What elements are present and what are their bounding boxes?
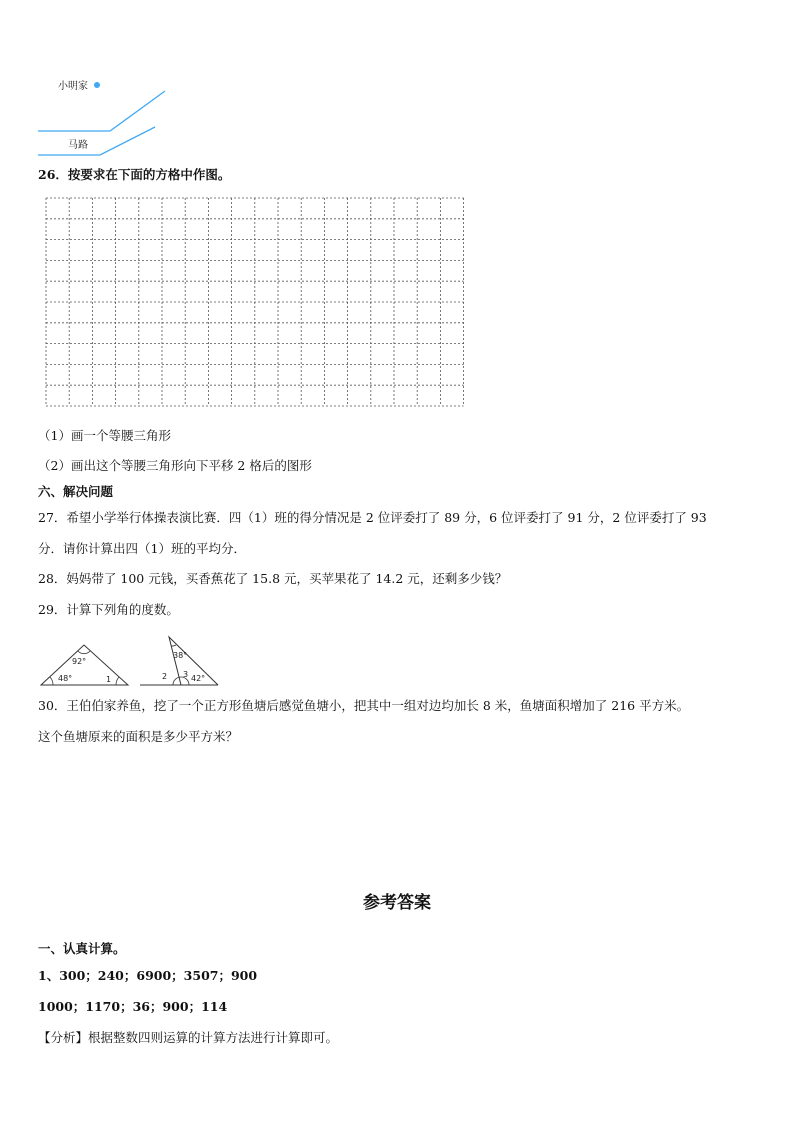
q28-text: 28．妈妈带了 100 元钱，买香蕉花了 15.8 元，买苹果花了 14.2 元，还剩多少钱？ [38, 571, 508, 586]
q30-line2: 这个鱼塘原来的面积是多少平方米？ [38, 729, 239, 744]
triangle-two-top-arc [171, 645, 176, 646]
triangle-one-top-angle: 92° [72, 657, 87, 666]
answers-analysis: 【分析】根据整数四则运算的计算方法进行计算即可。 [38, 1030, 339, 1045]
q26-sub2: （2）画出这个等腰三角形向下平移 2 格后的图形 [38, 458, 312, 473]
answers-section-one: 一、认真计算。 [38, 941, 126, 956]
triangle-two-angle-3: 3 [183, 670, 189, 679]
triangle-figures [38, 630, 228, 690]
q30-line1: 30．王伯伯家养鱼，挖了一个正方形鱼塘后感觉鱼塘小，把其中一组对边均加长 8 米，鱼塘面积增加了 216 平方米。 [38, 698, 690, 713]
q27-line2: 分．请你计算出四（1）班的平均分． [38, 541, 246, 556]
home-dot [94, 82, 100, 88]
home-label: 小明家 [58, 81, 88, 92]
section-six-heading: 六、解决问题 [38, 484, 114, 499]
road-edge-upper [38, 91, 165, 131]
map-figure [30, 70, 180, 160]
triangle-one-right-arc [116, 677, 119, 685]
q26-title: 26．按要求在下面的方格中作图。 [38, 167, 231, 182]
triangle-two-right-angle: 42° [191, 674, 206, 683]
triangle-one-left-arc [50, 677, 53, 685]
triangle-one-right-angle: 1 [106, 675, 112, 684]
triangle-two-top-angle: 38° [173, 651, 188, 660]
answers-row-1: 1、300；240；6900；3507；900 [38, 968, 258, 983]
answers-title: 参考答案 [363, 893, 431, 913]
drawing-grid[interactable] [40, 192, 470, 414]
q29-text: 29．计算下列角的度数。 [38, 602, 179, 617]
triangle-one-left-angle: 48° [58, 674, 73, 683]
q27-line1: 27．希望小学举行体操表演比赛．四（1）班的得分情况是 2 位评委打了 89 分，6 位评委打了 91 分，2 位评委打了 93 [38, 510, 707, 525]
triangle-one-top-arc [78, 651, 90, 654]
triangle-two-angle-2: 2 [162, 672, 168, 681]
road-label: 马路 [68, 140, 88, 151]
answers-row-2: 1000；1170；36；900；114 [38, 999, 228, 1014]
q26-sub1: （1）画一个等腰三角形 [38, 428, 171, 443]
